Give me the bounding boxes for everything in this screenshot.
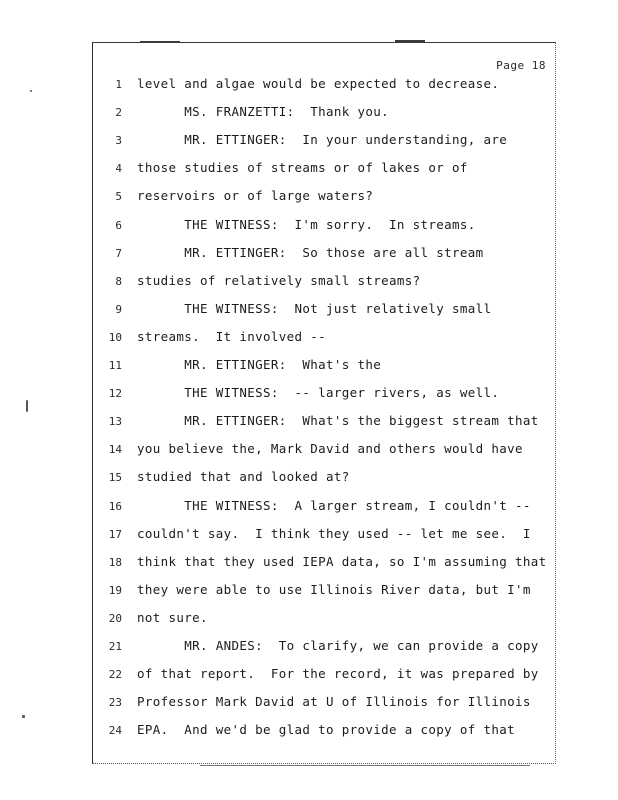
transcript-line: [0, 299, 618, 327]
line-number: 22: [108, 668, 122, 682]
line-number: 5: [115, 190, 122, 204]
scan-speck: [22, 715, 25, 718]
line-text: Professor Mark David at U of Illinois for Illinois: [137, 694, 531, 710]
transcript-line: [0, 411, 618, 439]
transcript-line: [0, 496, 618, 524]
transcript-line: [0, 243, 618, 271]
line-text: couldn't say. I think they used -- let me see. I: [137, 525, 531, 541]
transcript-line: [0, 102, 618, 130]
line-number: 11: [108, 359, 122, 372]
line-text: studies of relatively small streams?: [137, 272, 421, 288]
line-text: MS. FRANZETTI: Thank you.: [137, 104, 390, 120]
line-text: MR. ETTINGER: What's the: [137, 357, 382, 372]
transcript-line: [0, 692, 618, 720]
line-number: 17: [108, 527, 122, 541]
line-number: 3: [115, 134, 122, 148]
line-text: MR. ANDES: To clarify, we can provide a copy: [137, 638, 539, 653]
transcript-line: [0, 271, 618, 299]
line-number: 1: [115, 78, 122, 91]
line-text: you believe the, Mark David and others would have: [137, 441, 523, 457]
line-number: 20: [108, 611, 122, 625]
line-number: 24: [108, 724, 122, 738]
transcript-line: [0, 580, 618, 608]
transcript-line: [0, 636, 618, 664]
line-number: 12: [108, 387, 122, 401]
line-text: studied that and looked at?: [137, 469, 350, 485]
scan-mark-top-2: [395, 40, 425, 42]
transcript-line: [0, 524, 618, 552]
line-text: those studies of streams or of lakes or of: [137, 160, 468, 176]
scan-mark-top: [140, 41, 180, 42]
transcript-line: [0, 130, 618, 158]
line-number: 18: [108, 555, 122, 569]
line-text: MR. ETTINGER: What's the biggest stream that: [137, 413, 539, 429]
line-text: think that they used IEPA data, so I'm assuming that: [137, 553, 547, 569]
line-number: 19: [108, 583, 122, 597]
line-text: MR. ETTINGER: In your understanding, are: [137, 132, 508, 148]
transcript-line: [0, 720, 618, 748]
line-text: THE WITNESS: A larger stream, I couldn't --: [137, 497, 531, 513]
transcript-line: [0, 467, 618, 495]
transcript-line: [0, 158, 618, 186]
transcript-line: [0, 552, 618, 580]
transcript-line: [0, 439, 618, 467]
scan-speck: [30, 90, 32, 92]
line-text: THE WITNESS: -- larger rivers, as well.: [137, 385, 500, 401]
transcript-line: [0, 608, 618, 636]
line-number: 10: [108, 330, 122, 344]
line-text: streams. It involved --: [137, 328, 327, 344]
line-text: of that report. For the record, it was prepared by: [137, 666, 539, 682]
line-number: 16: [108, 499, 122, 513]
transcript-line: [0, 664, 618, 692]
line-text: MR. ETTINGER: So those are all stream: [137, 244, 484, 260]
line-number: 14: [108, 443, 122, 457]
line-number: 4: [115, 162, 122, 176]
line-number: 8: [115, 274, 122, 288]
line-text: THE WITNESS: Not just relatively small: [137, 300, 492, 316]
line-number: 23: [108, 696, 122, 710]
line-text: THE WITNESS: I'm sorry. In streams.: [137, 216, 476, 232]
line-number: 13: [108, 415, 122, 429]
line-number: 2: [115, 106, 122, 120]
line-number: 21: [108, 640, 122, 653]
line-text: not sure.: [137, 609, 208, 625]
line-text: they were able to use Illinois River data, but I'm: [137, 581, 531, 597]
transcript-line: [0, 327, 618, 355]
line-number: 6: [115, 218, 122, 232]
line-number: 15: [108, 471, 122, 485]
scan-speck: [26, 400, 28, 412]
line-text: level and algae would be expected to decrease.: [137, 76, 500, 91]
line-number: 7: [115, 246, 122, 260]
line-text: reservoirs or of large waters?: [137, 188, 374, 204]
page-number-label: Page 18: [496, 59, 546, 72]
line-number: 9: [115, 302, 122, 316]
transcript-line: [0, 383, 618, 411]
transcript-line: [0, 74, 618, 102]
line-text: EPA. And we'd be glad to provide a copy of that: [137, 722, 516, 738]
scan-mark-bottom: [200, 765, 530, 766]
transcript-line: [0, 215, 618, 243]
transcript-line: [0, 186, 618, 214]
transcript-line: [0, 355, 618, 383]
